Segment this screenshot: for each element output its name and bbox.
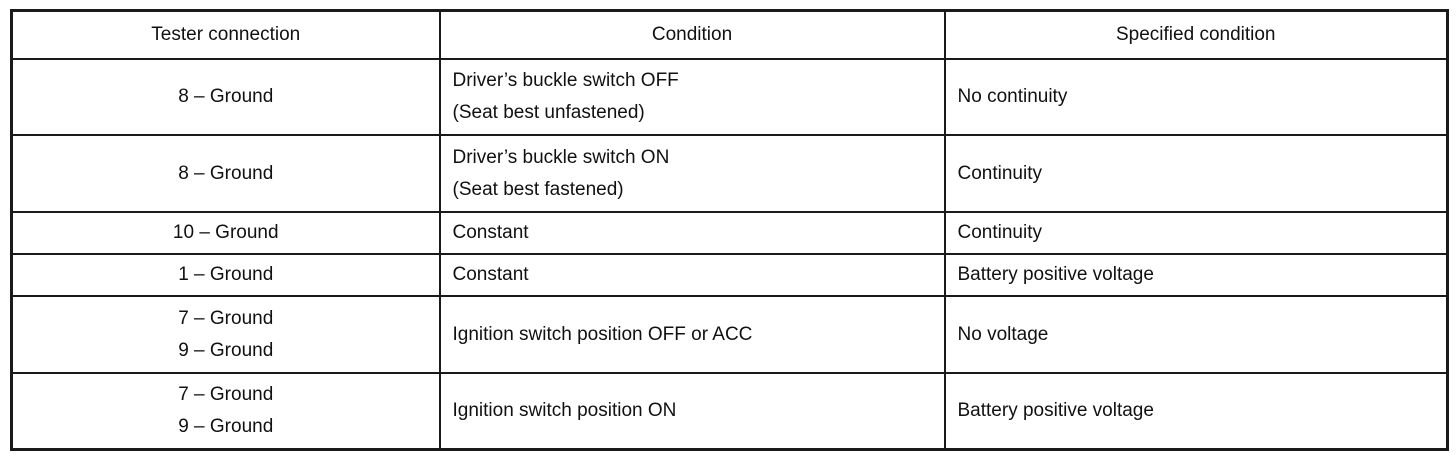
tester-connection-value: 9 – Ground [178,416,274,437]
tester-connection-value: 7 – Ground [178,307,274,329]
specified-condition-cell: Continuity [945,135,1448,212]
header-tester-connection: Tester connection [12,11,440,60]
table-row [12,296,1448,373]
tester-connection-value: 8 – Ground [178,162,274,184]
tester-connection-cell [12,212,440,254]
tester-connection-value: 9 – Ground [178,339,274,361]
tester-connection-value: 10 – Ground [172,222,279,243]
tester-connection-cell [12,296,440,373]
table-row [12,59,1448,135]
header-row [12,11,1448,60]
specified-condition-cell: Battery positive voltage [945,254,1448,296]
condition-line: Constant [452,264,529,285]
tester-connection-cell [12,135,440,212]
condition-line: Driver’s buckle switch OFF [452,70,679,91]
specification-table [10,9,1449,451]
condition-cell [440,373,945,450]
header-condition: Condition [440,11,945,60]
condition-cell [440,212,945,254]
table-row [12,373,1448,450]
condition-cell [440,135,945,212]
specified-condition-cell: Battery positive voltage [945,373,1448,450]
tester-connection-value: 8 – Ground [178,86,274,107]
condition-line: Ignition switch position OFF or ACC [452,323,753,345]
tester-connection-cell [12,59,440,135]
table-row [12,212,1448,254]
condition-cell [440,254,945,296]
tester-connection-cell [12,254,440,296]
condition-line: (Seat best unfastened) [452,102,645,123]
condition-line: Driver’s buckle switch ON [452,146,670,168]
table-row [12,254,1448,296]
condition-cell [440,59,945,135]
specified-condition-cell: Continuity [945,212,1448,254]
specified-condition-cell: No continuity [945,59,1448,135]
condition-line: Constant [452,222,529,243]
table-row [12,135,1448,212]
condition-line: Ignition switch position ON [452,400,677,421]
condition-line: (Seat best fastened) [452,178,624,200]
header-specified-condition: Specified condition [945,11,1448,60]
tester-connection-cell [12,373,440,450]
tester-connection-value: 7 – Ground [178,384,274,405]
specified-condition-cell: No voltage [945,296,1448,373]
condition-cell [440,296,945,373]
tester-connection-value: 1 – Ground [178,264,274,285]
